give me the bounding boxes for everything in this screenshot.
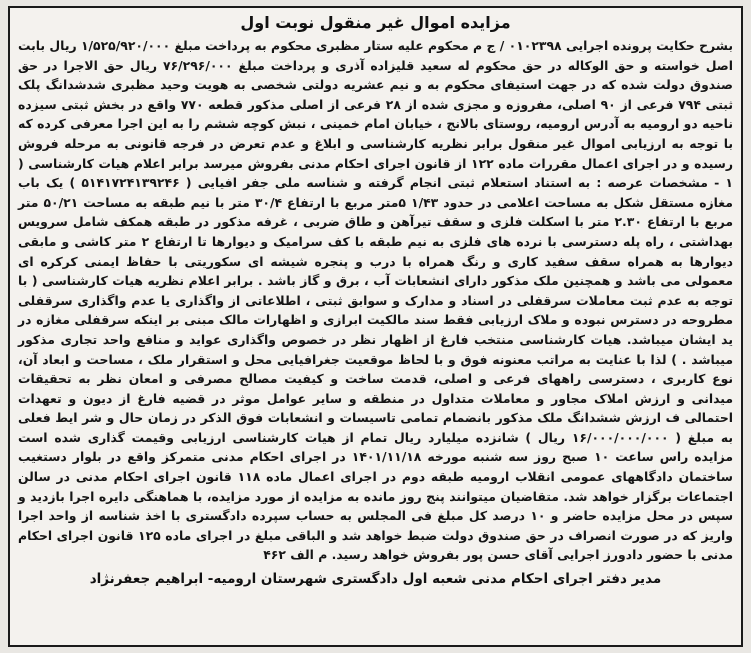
notice-title: مزایده اموال غیر منقول نوبت اول xyxy=(240,13,511,32)
notice-body: بشرح حکایت پرونده اجرایی ۰۱۰۲۳۹۸ / ج م محکوم علیه ستار مظبری محکوم به پرداخت مبلغ ۱/۵۲۵/۹۲۰/۰۰۰ ریال بابت اصل خواسته و حق الوکاله در حق محکوم له سعید قلیزاده آذری و پرداخت مبلغ ۷۶/۲۹۶/۰۰۰ ریال حق الاجرا در حق صندوق دولت شده که در جهت استیفای محکوم به و نیم عشریه دولتی شخصی به هویت وحید مظبری شدشدانگ پلک ثبتی ۷۹۴ فرعی از ۹۰ اصلی، مفروزه و مجزی شده از ۲۸ فرعی از اصلی مذکور قطعه ۷۷۰ واقع در بخش ثبتی سیزده ناحیه دو ارومیه به آدرس ارومیه، روستای بالانج ، خیابان امام خمینی ، نبش کوچه ششم را به این اجرا معرفی کرده که با توجه به ارزیابی اموال غیر منقول برابر نظریه کارشناسی و ابلاغ و عدم تعرض در فرجه قانونی به مرحله فروش رسیده و در اجرای اعمال مقررات ماده ۱۲۲ از قانون اجرای احکام مدنی بفروش میرسد برابر اعلام هیات کارشناسی ( ۱ - مشخصات عرصه : به استناد استعلام ثبتی انجام گرفته و شناسه ملی جفر افیایی ( ۵۱۴۱۷۲۴۱۳۹۲۴۶ ) یک باب مغازه مستقل شکل به مساحت اعلامی در حدود ۱/۴۳ ۵متر مربع با ارتفاع ۳۰/۴ متر با نیم طبقه به مساحت ۵۰/۲۱ متر مربع با ارتفاع ۲.۳۰ متر با اسکلت فلزی و سقف تیرآهن و طاق ضربی ، غرفه مذکور در طبقه همکف شامل سرویس بهداشتی ، راه پله دسترسی با نرده های فلزی به نیم طبقه با کف سرامیک و دیوارها تا ارتفاع ۲ متر کاشی و مابقی دیوارها به همراه سقف سفید کاری و رنگ همراه با درب و پنجره شیشه ای سکوریتی با حفاظ ایمنی کرکره ای معمولی می باشد و همچنین ملک مذکور دارای انشعابات آب ، برق و گاز باشد . برابر اعلام نظریه هیات کارشناسی ( با توجه به عدم ثبت معاملات سرقفلی در اسناد و مدارک و سوابق ثبتی ، اطلاعاتی از واگذاری یا عدم واگذاری سرقفلی مطروحه در دسترس نبوده و ملاک ارزیابی فقط سند مالکیت ابرازی و اظهارات مالک مبنی بر اینکه سرقفلی مغازه در ید ایشان میباشد. هیات کارشناسی منتخب فارغ از اظهار نظر در خصوص واگذاری عواید و منافع واحد تجاری مذکور میباشد . ) لذا با عنایت به مراتب معنونه فوق و با لحاظ موقعیت جغرافیایی محل و استقرار ملک ، مساحت و ابعاد آن، نوع کاربری ، دسترسی راههای فرعی و اصلی، قدمت ساخت و کیفیت مصالح مصرفی و امعان نظر به تحقیقات میدانی و ارزش املاک مجاور و معاملات متداول در منطقه و سایر عوامل موثر در قضیه فارغ از دیون و تعهدات احتمالی ف ارزش ششدانگ ملک مذکور بانضمام تمامی تاسیسات و انشعابات فوق الذکر در زمان حال و شر ایط فعلی به مبلغ ( ۱۶/۰۰۰/۰۰۰/۰۰۰ ریال ) شانزده میلیارد ریال تمام از هیات کارشناسی ارزیابی وقیمت گذاری شده است مزایده راس ساعت ۱۰ صبح روز سه شنبه مورخه ۱۴۰۱/۱۱/۱۸ در اجرای احکام مدنی متمرکز واقع در بلوار دستغیب ساختمان دادگاههای عمومی انقلاب ارومیه طبقه دوم در اجرای اعمال ماده ۱۱۸ قانون اجرای احکام مدنی در سالن اجتماعات برگزار خواهد شد. متقاضیان میتوانند پنج روز مانده به مزایده از مورد مزایده، با هماهنگی دایره اجرا بازدید و سپس در محل مزایده حاضر و ۱۰ درصد کل مبلغ فی المجلس به حساب سپرده دادگستری با اخذ شناسه از واحد اجرا واریز که در صورت انصراف در حق صندوق دولت ضبط خواهد شد و الباقی مبلغ در اجرای ماده ۱۲۵ قانون اجرای احکام مدنی با حضور دادورز اجرایی آقای حسن پور بفروش خواهد رسید. م الف ۴۶۲ xyxy=(18,38,734,563)
notice-frame xyxy=(8,6,743,647)
notice-signature: مدیر دفتر اجرای احکام مدنی شعبه اول دادگستری شهرستان ارومیه- ابراهیم جعفرنژاد xyxy=(89,571,662,588)
